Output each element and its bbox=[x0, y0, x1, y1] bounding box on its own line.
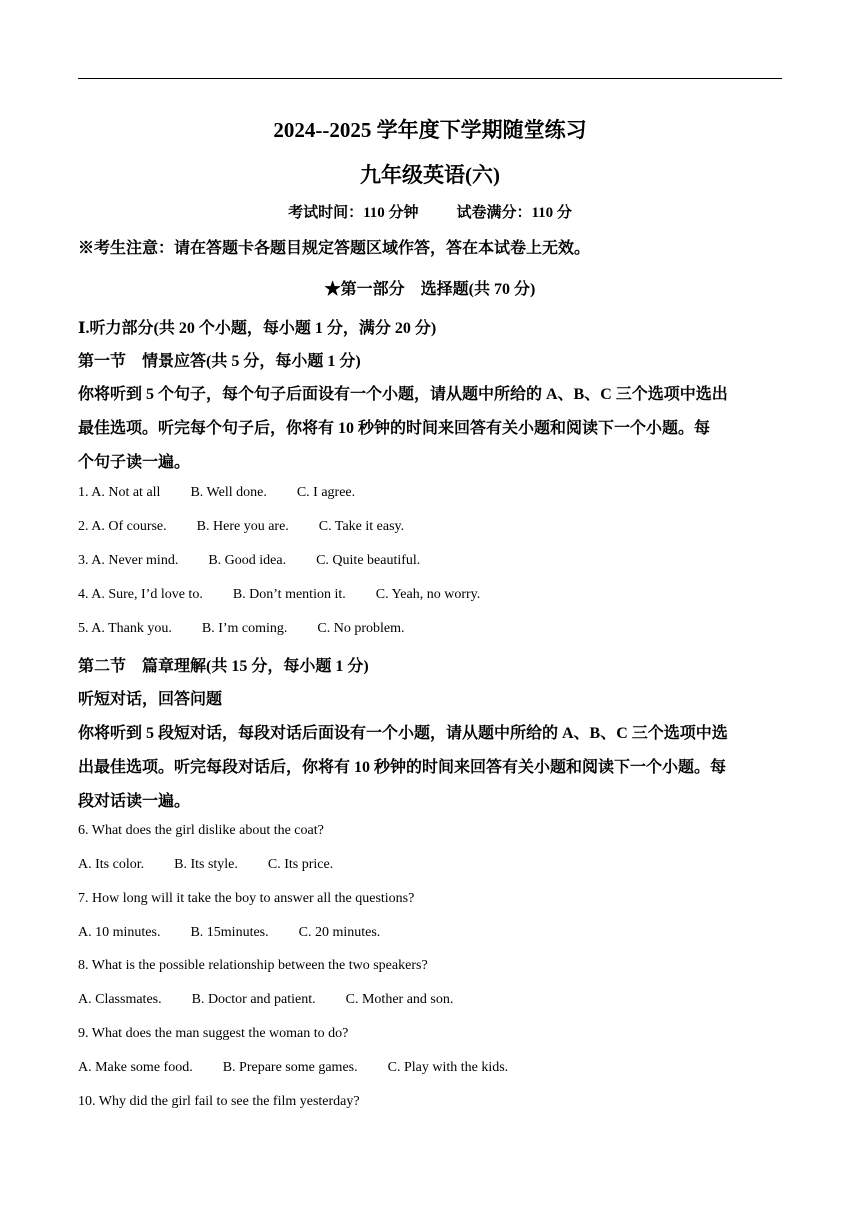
part1-title: ★第一部分 选择题(共 70 分) bbox=[324, 281, 536, 298]
section2-instruction-line: 段对话读一遍。 bbox=[78, 793, 191, 810]
option-a: A. Its color. bbox=[78, 857, 145, 872]
option-b: B. 15minutes. bbox=[190, 925, 269, 940]
question-8-options bbox=[78, 992, 453, 1008]
option-a: 4. A. Sure, I’d love to. bbox=[78, 587, 203, 602]
question-9-stem: 9. What does the man suggest the woman to do? bbox=[78, 1026, 349, 1041]
question-6-options bbox=[78, 857, 333, 873]
option-c: C. Mother and son. bbox=[345, 992, 454, 1007]
option-b: B. Don’t mention it. bbox=[232, 587, 346, 602]
exam-time: 考试时间：110 分钟 bbox=[288, 205, 419, 221]
option-a: A. 10 minutes. bbox=[78, 925, 161, 940]
listening-title: Ⅰ.听力部分(共 20 个小题，每小题 1 分，满分 20 分) bbox=[78, 320, 437, 337]
option-c: C. Quite beautiful. bbox=[316, 553, 421, 568]
option-a: 2. A. Of course. bbox=[78, 519, 167, 534]
question-7-options bbox=[78, 925, 380, 941]
option-c: C. 20 minutes. bbox=[298, 925, 381, 940]
section2-instruction-line: 你将听到 5 段短对话，每段对话后面设有一个小题，请从题中所给的 A、B、C 三个选项中选 bbox=[78, 725, 728, 742]
section2-subtitle: 听短对话，回答问题 bbox=[78, 691, 223, 708]
question-6-stem: 6. What does the girl dislike about the coat? bbox=[78, 823, 324, 838]
question-5 bbox=[78, 621, 405, 637]
exam-meta bbox=[0, 201, 860, 222]
exam-notice: ※考生注意：请在答题卡各题目规定答题区域作答，答在本试卷上无效。 bbox=[78, 240, 591, 257]
option-b: B. Its style. bbox=[174, 857, 238, 872]
option-a: 5. A. Thank you. bbox=[78, 621, 172, 636]
question-8-stem: 8. What is the possible relationship between the two speakers? bbox=[78, 958, 428, 973]
option-a: A. Make some food. bbox=[78, 1060, 193, 1075]
exam-title: 2024--2025 学年度下学期随堂练习 bbox=[273, 118, 587, 142]
header-rule bbox=[78, 78, 782, 79]
section1-instruction-line: 最佳选项。听完每个句子后，你将有 10 秒钟的时间来回答有关小题和阅读下一个小题。每 bbox=[78, 420, 711, 437]
option-b: B. I’m coming. bbox=[201, 621, 288, 636]
section1-instruction-line: 你将听到 5 个句子，每个句子后面设有一个小题，请从题中所给的 A、B、C 三个选项中选出 bbox=[78, 386, 728, 403]
option-c: C. Its price. bbox=[267, 857, 334, 872]
option-c: C. Play with the kids. bbox=[387, 1060, 509, 1075]
option-b: B. Well done. bbox=[190, 485, 267, 500]
option-c: C. No problem. bbox=[317, 621, 405, 636]
option-c: C. I agree. bbox=[296, 485, 356, 500]
section2-title: 第二节 篇章理解(共 15 分，每小题 1 分) bbox=[78, 658, 369, 675]
question-7-stem: 7. How long will it take the boy to answer all the questions? bbox=[78, 891, 415, 906]
option-a: 3. A. Never mind. bbox=[78, 553, 179, 568]
question-4 bbox=[78, 587, 480, 603]
option-b: B. Doctor and patient. bbox=[191, 992, 316, 1007]
option-c: C. Yeah, no worry. bbox=[375, 587, 481, 602]
section2-instruction-line: 出最佳选项。听完每段对话后，你将有 10 秒钟的时间来回答有关小题和阅读下一个小题。每 bbox=[78, 759, 727, 776]
option-a: 1. A. Not at all bbox=[78, 485, 161, 500]
section1-title: 第一节 情景应答(共 5 分，每小题 1 分) bbox=[78, 353, 361, 370]
option-b: B. Prepare some games. bbox=[222, 1060, 358, 1075]
question-2 bbox=[78, 519, 404, 535]
option-b: B. Here you are. bbox=[196, 519, 289, 534]
option-a: A. Classmates. bbox=[78, 992, 162, 1007]
full-score: 试卷满分：110 分 bbox=[456, 205, 572, 221]
option-b: B. Good idea. bbox=[208, 553, 287, 568]
exam-subtitle: 九年级英语(六) bbox=[360, 163, 500, 187]
question-1 bbox=[78, 485, 355, 501]
question-3 bbox=[78, 553, 420, 569]
question-10-stem: 10. Why did the girl fail to see the film yesterday? bbox=[78, 1094, 360, 1109]
question-9-options bbox=[78, 1060, 508, 1076]
section1-instruction-line: 个句子读一遍。 bbox=[78, 454, 191, 471]
option-c: C. Take it easy. bbox=[318, 519, 405, 534]
